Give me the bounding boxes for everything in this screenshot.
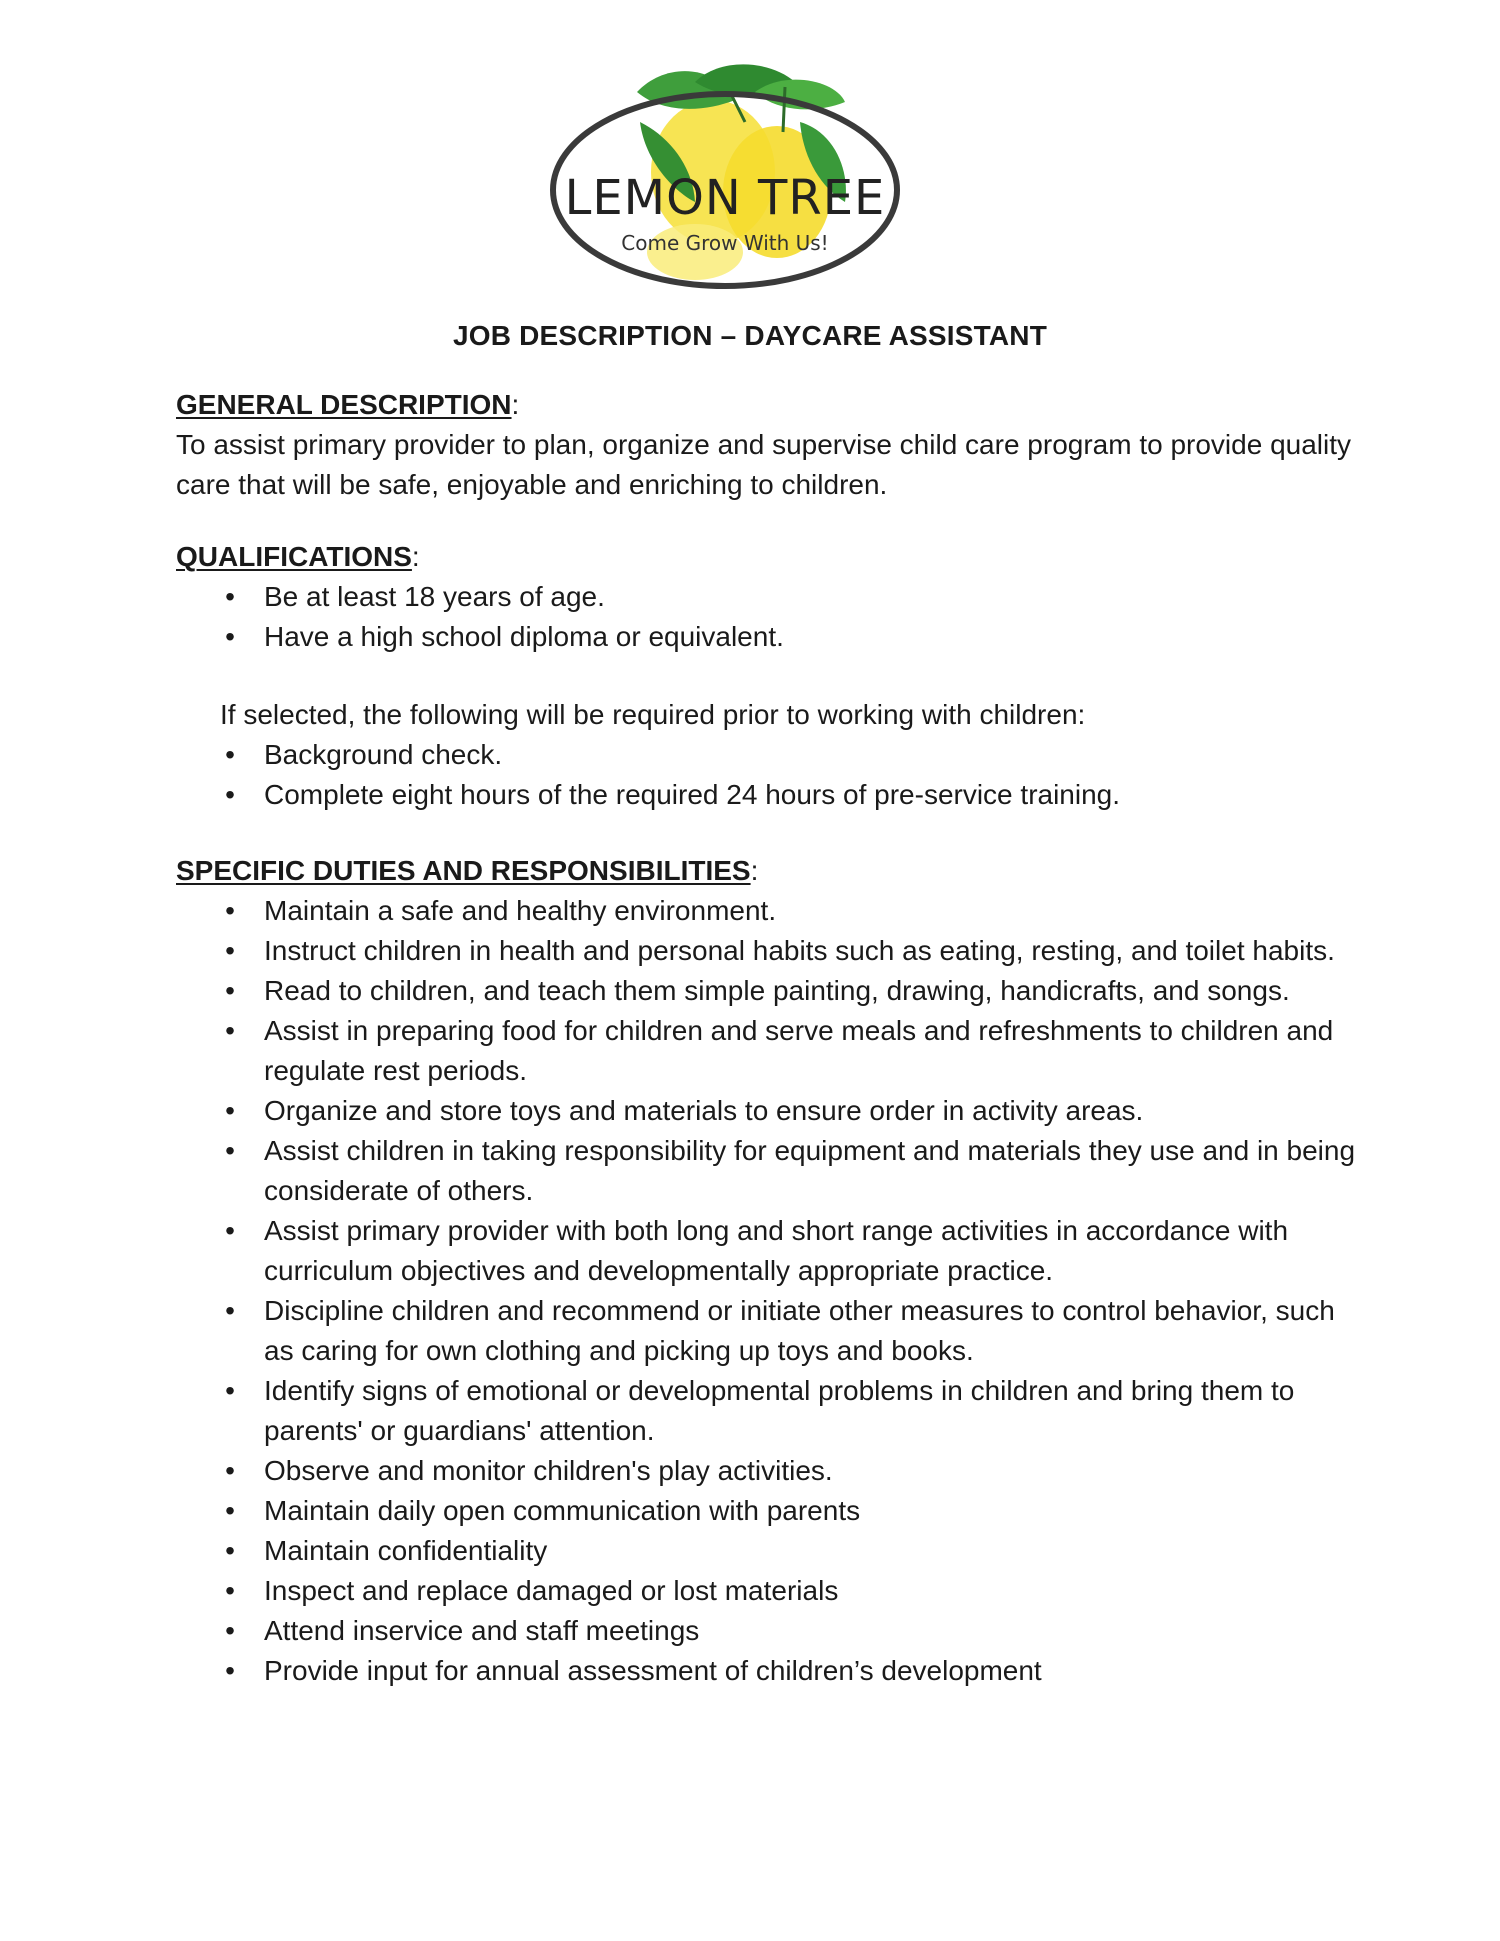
required-items-list [176, 735, 1356, 815]
list-item [176, 891, 1356, 931]
bullet-icon: • [225, 1215, 235, 1246]
section-heading-text: SPECIFIC DUTIES AND RESPONSIBILITIES [176, 855, 751, 886]
list-item [176, 735, 1356, 775]
list-item-text: Maintain daily open communication with parents [264, 1495, 861, 1526]
logo-tagline: Come Grow With Us! [621, 231, 829, 255]
list-item-text: Assist children in taking responsibility for equipment and materials they use and in being considerate of others. [264, 1135, 1356, 1206]
general-description-section [176, 385, 1356, 505]
section-heading [176, 851, 1356, 891]
spacer [176, 657, 1356, 695]
bullet-icon: • [225, 975, 235, 1006]
list-item [176, 1571, 1356, 1611]
bullet-icon: • [225, 1655, 235, 1686]
duties-section [176, 851, 1356, 1691]
list-item [176, 1211, 1356, 1291]
heading-colon: : [750, 855, 759, 886]
list-item [176, 971, 1356, 1011]
list-item-text: Have a high school diploma or equivalent. [264, 621, 784, 652]
section-heading [176, 537, 1356, 577]
qualifications-note: If selected, the following will be required prior to working with children: [220, 699, 1086, 730]
bullet-icon: • [225, 1615, 235, 1646]
list-item-text: Maintain a safe and healthy environment. [264, 895, 777, 926]
bullet-icon: • [225, 1535, 235, 1566]
list-item [176, 1291, 1356, 1371]
list-item-text: Assist in preparing food for children and serve meals and refreshments to children and regulate rest periods. [264, 1015, 1334, 1086]
qualifications-section [176, 537, 1356, 815]
list-item-text: Identify signs of emotional or developmental problems in children and bring them to parents' or guardians' attention. [264, 1375, 1295, 1446]
bullet-icon: • [225, 935, 235, 966]
heading-colon: : [511, 389, 520, 420]
document-body [176, 385, 1356, 1691]
list-item [176, 1131, 1356, 1211]
bullet-icon: • [225, 621, 235, 652]
list-item-text: Organize and store toys and materials to ensure order in activity areas. [264, 1095, 1144, 1126]
list-item [176, 1491, 1356, 1531]
list-item [176, 931, 1356, 971]
list-item [176, 775, 1356, 815]
bullet-icon: • [225, 1455, 235, 1486]
section-heading [176, 385, 1356, 425]
bullet-icon: • [225, 581, 235, 612]
list-item [176, 1011, 1356, 1091]
list-item [176, 577, 1356, 617]
list-item-text: Read to children, and teach them simple painting, drawing, handicrafts, and songs. [264, 975, 1290, 1006]
bullet-icon: • [225, 739, 235, 770]
list-item [176, 1371, 1356, 1451]
list-item [176, 1651, 1356, 1691]
spacer [176, 505, 1356, 537]
section-heading-text: GENERAL DESCRIPTION [176, 389, 512, 420]
bullet-icon: • [225, 1375, 235, 1406]
general-description-text: To assist primary provider to plan, organize and supervise child care program to provide quality care that will be safe, enjoyable and enriching to children. [176, 429, 1352, 500]
lemon-tree-logo [545, 52, 905, 302]
qualifications-list [176, 577, 1356, 657]
bullet-icon: • [225, 1015, 235, 1046]
bullet-icon: • [225, 1295, 235, 1326]
section-heading-text: QUALIFICATIONS [176, 541, 412, 572]
logo-brand-name: LEMON TREE [564, 170, 886, 226]
list-item [176, 1451, 1356, 1491]
list-item [176, 1091, 1356, 1131]
bullet-icon: • [225, 1135, 235, 1166]
heading-colon: : [411, 541, 420, 572]
list-item [176, 617, 1356, 657]
list-item-text: Be at least 18 years of age. [264, 581, 605, 612]
list-item-text: Complete eight hours of the required 24 hours of pre-service training. [264, 779, 1121, 810]
list-item-text: Provide input for annual assessment of children’s development [264, 1655, 1042, 1686]
bullet-icon: • [225, 779, 235, 810]
spacer [176, 815, 1356, 851]
list-item-text: Assist primary provider with both long and short range activities in accordance with curriculum objectives and developmentally appropriate practice. [264, 1215, 1289, 1286]
list-item-text: Attend inservice and staff meetings [264, 1615, 700, 1646]
document-title: JOB DESCRIPTION – DAYCARE ASSISTANT [452, 320, 1048, 351]
bullet-icon: • [225, 1495, 235, 1526]
bullet-icon: • [225, 1095, 235, 1126]
list-item-text: Inspect and replace damaged or lost materials [264, 1575, 839, 1606]
list-item-text: Background check. [264, 739, 503, 770]
list-item-text: Discipline children and recommend or initiate other measures to control behavior, such as caring for own clothing and picking up toys and books. [264, 1295, 1335, 1366]
duties-list [176, 891, 1356, 1691]
list-item-text: Observe and monitor children's play activities. [264, 1455, 833, 1486]
list-item [176, 1611, 1356, 1651]
bullet-icon: • [225, 895, 235, 926]
list-item-text: Instruct children in health and personal habits such as eating, resting, and toilet habits. [264, 935, 1335, 966]
list-item [176, 1531, 1356, 1571]
bullet-icon: • [225, 1575, 235, 1606]
list-item-text: Maintain confidentiality [264, 1535, 548, 1566]
